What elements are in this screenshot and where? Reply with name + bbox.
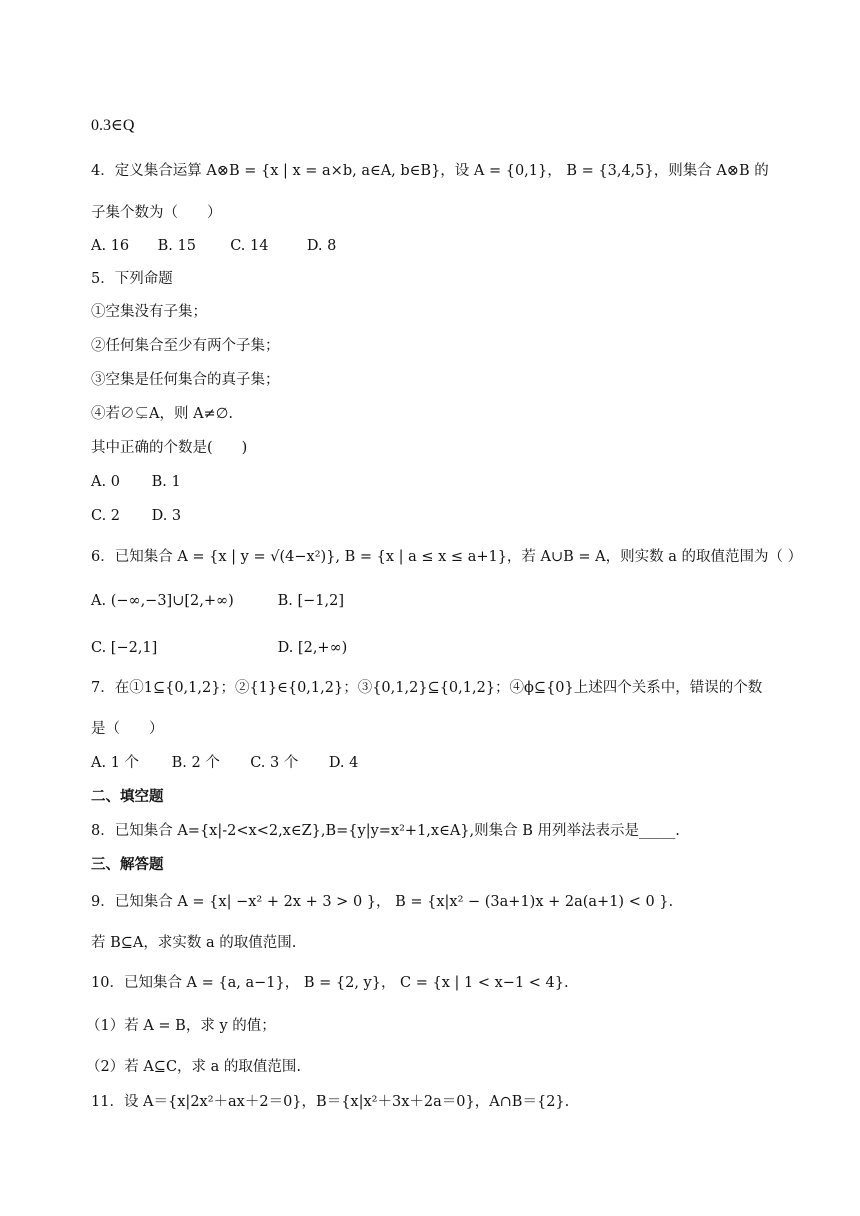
question-7-line1: 7．在①1⊆{0,1,2}；②{1}∈{0,1,2}；③{0,1,2}⊆{0,1,2}；④ϕ⊆{0}上述四个关系中，错误的个数 xyxy=(91,680,763,696)
option-d: D. 4 xyxy=(328,755,359,771)
option-b: B. 15 xyxy=(157,238,196,254)
question-4-line2: 子集个数为（ ） xyxy=(91,205,222,221)
option-b: B. [−1,2] xyxy=(277,593,345,609)
question-8: 8．已知集合 A={x|-2<x<2,x∈Z},B={y|y=x²+1,x∈A},则集合 B 用列举法表示是_____. xyxy=(91,823,680,839)
option-a: A. 16 xyxy=(91,238,130,254)
option-a: A. 1 个 xyxy=(91,755,140,771)
question-9-line1: 9．已知集合 A = {x| −x² + 2x + 3 > 0 }， B = {x|x² − (3a+1)x + 2a(a+1) < 0 }. xyxy=(91,894,674,910)
text-line: 0.3∈Q xyxy=(91,117,135,134)
question-6-options-row2 xyxy=(91,638,347,658)
question-5-ask: 其中正确的个数是( ) xyxy=(91,440,248,456)
option-c: C. 14 xyxy=(230,238,269,254)
question-11: 11．设 A＝{x|2x²＋ax＋2＝0}，B＝{x|x²＋3x＋2a＝0}，A∩B＝{2}. xyxy=(91,1094,570,1110)
option-c: C. [−2,1] xyxy=(91,640,158,656)
section-heading-fill-in: 二、填空题 xyxy=(91,788,164,805)
question-4-line1: 4．定义集合运算 A⊗B = {x | x = a×b, a∈A, b∈B}，设 A = {0,1}， B = {3,4,5}，则集合 A⊗B 的 xyxy=(91,163,769,179)
option-d: D. [2,+∞) xyxy=(277,640,348,656)
question-10: 10．已知集合 A = {a, a−1}， B = {2, y}， C = {x | 1 < x−1 < 4}. xyxy=(91,975,569,991)
question-4-options xyxy=(91,236,336,256)
question-5-statement-3: ③空集是任何集合的真子集； xyxy=(91,372,280,388)
question-5-statement-4: ④若∅⊊A，则 A≠∅. xyxy=(91,406,233,422)
option-c: C. 2 xyxy=(91,508,121,524)
question-5-statement-1: ①空集没有子集； xyxy=(91,304,207,320)
section-heading-solve: 三、解答题 xyxy=(91,856,164,873)
option-d: D. 8 xyxy=(306,238,337,254)
question-10-part-2: （2）若 A⊆C，求 a 的取值范围. xyxy=(86,1059,302,1075)
option-a: A. 0 xyxy=(91,474,120,490)
question-5-options-row1 xyxy=(91,472,181,492)
question-5-statement-2: ②任何集合至少有两个子集； xyxy=(91,338,280,354)
option-c: C. 3 个 xyxy=(250,755,299,771)
question-7-line2: 是（ ） xyxy=(91,721,164,737)
option-b: B. 2 个 xyxy=(171,755,220,771)
question-6-options-row1 xyxy=(91,591,344,611)
option-d: D. 3 xyxy=(151,508,182,524)
question-6: 6．已知集合 A = {x | y = √(4−x²)}, B = {x | a ≤ x ≤ a+1}，若 A∪B = A，则实数 a 的取值范围为（ ） xyxy=(91,549,803,565)
question-5-options-row2 xyxy=(91,506,181,526)
question-9-line2: 若 B⊆A，求实数 a 的取值范围. xyxy=(91,935,297,951)
option-b: B. 1 xyxy=(151,474,181,490)
question-7-options xyxy=(91,753,358,773)
question-5-title: 5．下列命题 xyxy=(91,271,173,287)
question-10-part-1: （1）若 A = B，求 y 的值； xyxy=(86,1018,276,1034)
option-a: A. (−∞,−3]∪[2,+∞) xyxy=(91,593,234,609)
